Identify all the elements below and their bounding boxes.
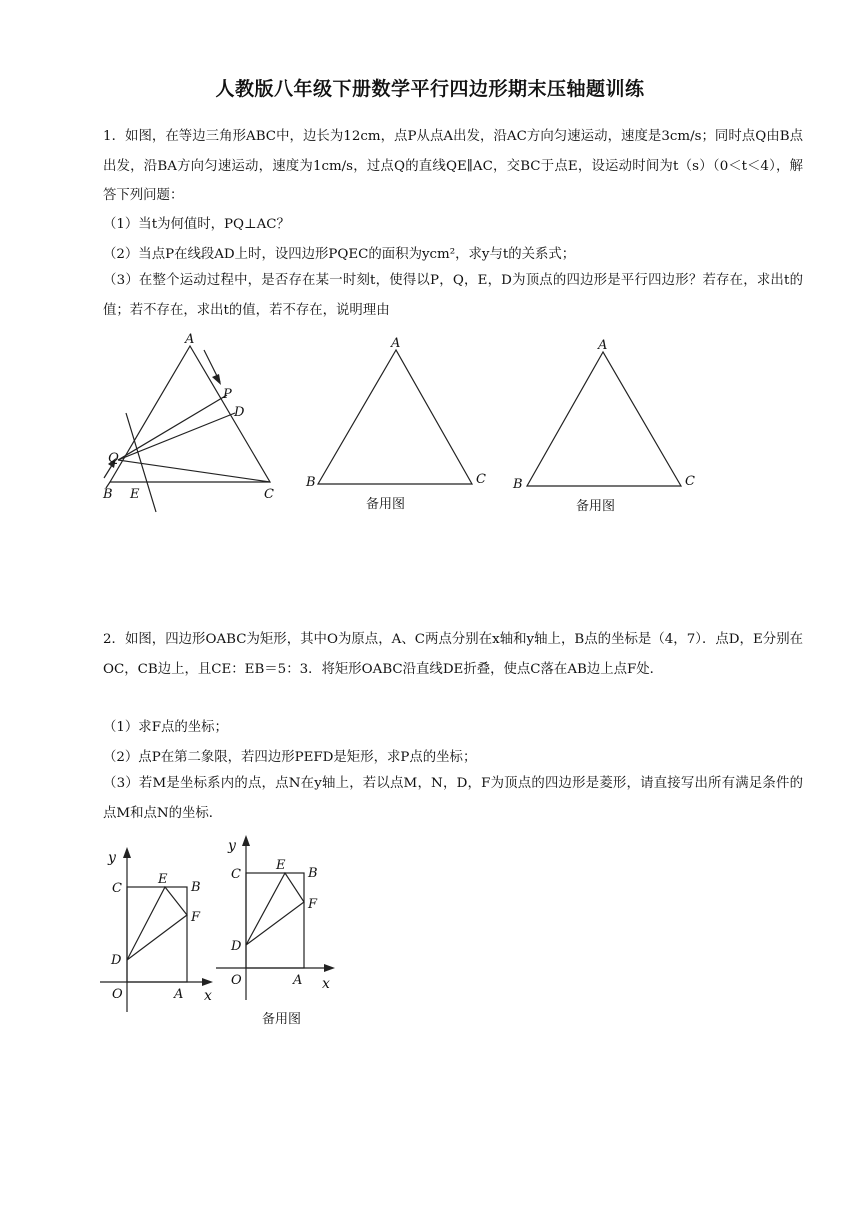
spare-label-o: O — [231, 973, 242, 988]
spare-label-c: C — [231, 867, 241, 882]
q2-sub1: （1）求F点的坐标； — [103, 720, 228, 735]
fold-triangle — [127, 887, 187, 960]
spare-caption: 备用图 — [262, 1012, 302, 1027]
q2-sub3: （3）若M是坐标系内的点，点N在y轴上，若以点M，N，D，F为顶点的四边形是菱形，请直接写出所有满足条件的点M和点N的坐标． — [103, 776, 803, 821]
spare-rectangle-oabc — [246, 873, 304, 968]
q2-label-c: C — [112, 881, 122, 896]
q1-sub2: （2）当点P在线段AD上时，设四边形PQEC的面积为ycm²，求y与t的关系式； — [103, 247, 576, 262]
spare-label-y: y — [228, 838, 236, 854]
spare-label-a: A — [293, 973, 303, 988]
spare-y-axis-arrow — [242, 835, 250, 846]
q2-label-e: E — [158, 872, 168, 887]
q2-label-f: F — [191, 910, 201, 925]
spare2-label-b: B — [513, 477, 523, 492]
label-b: B — [103, 487, 113, 502]
q2-label-x: x — [204, 988, 212, 1004]
spare2-label-c: C — [685, 474, 695, 489]
spare-x-axis-arrow — [324, 964, 335, 972]
q2-label-b: B — [191, 880, 201, 895]
label-e: E — [130, 487, 140, 502]
spare2-caption: 备用图 — [576, 499, 616, 514]
spare2-label-a: A — [598, 338, 608, 353]
page-title: 人教版八年级下册数学平行四边形期末压轴题训练 — [215, 78, 645, 100]
spare-label-f: F — [308, 897, 318, 912]
q2-label-o: O — [112, 987, 123, 1002]
spare-fold-triangle — [246, 873, 304, 945]
x-axis-arrow — [202, 978, 213, 986]
label-q: Q — [108, 451, 119, 466]
label-p: P — [223, 387, 232, 402]
spare1-label-a: A — [391, 336, 401, 351]
label-d: D — [234, 405, 245, 420]
spare1-label-b: B — [306, 475, 316, 490]
q2-label-a: A — [174, 987, 184, 1002]
q2-sub2: （2）点P在第二象限，若四边形PEFD是矩形，求P点的坐标； — [103, 750, 477, 765]
spare1-caption: 备用图 — [366, 497, 406, 512]
y-axis-arrow — [123, 847, 131, 858]
q2-label-d: D — [111, 953, 122, 968]
label-c: C — [264, 487, 274, 502]
spare-label-e: E — [276, 858, 286, 873]
label-a: A — [185, 332, 195, 347]
q1-stem: 1．如图，在等边三角形ABC中，边长为12cm，点P从点A出发，沿AC方向匀速运动，速度是3cm/s；同时点Q由B点出发，沿BA方向匀速运动，速度为1cm/s，过点Q的直线QE∥AC，交BC于点E，设运动时间为t（s）（0＜t＜4），解答下列问题： — [103, 129, 803, 203]
q2-stem: 2．如图，四边形OABC为矩形，其中O为原点，A、C两点分别在x轴和y轴上，B点的坐标是（4，7）．点D，E分别在OC，CB边上，且CE：EB＝5：3．将矩形OABC沿直线DE折叠，使点C落在AB边上点F处． — [103, 632, 803, 677]
spare1-label-c: C — [476, 472, 486, 487]
spare-label-b: B — [308, 866, 318, 881]
q2-label-y: y — [108, 850, 116, 866]
spare-label-d: D — [231, 939, 242, 954]
q1-sub3: （3）在整个运动过程中，是否存在某一时刻t，使得以P，Q，E，D为顶点的四边形是平行四边形？若存在，求出t的值；若不存在，求出t的值，若不存在，说明理由 — [103, 273, 803, 318]
spare-label-x: x — [322, 976, 330, 992]
q1-sub1: （1）当t为何值时，PQ⊥AC？ — [103, 217, 290, 232]
